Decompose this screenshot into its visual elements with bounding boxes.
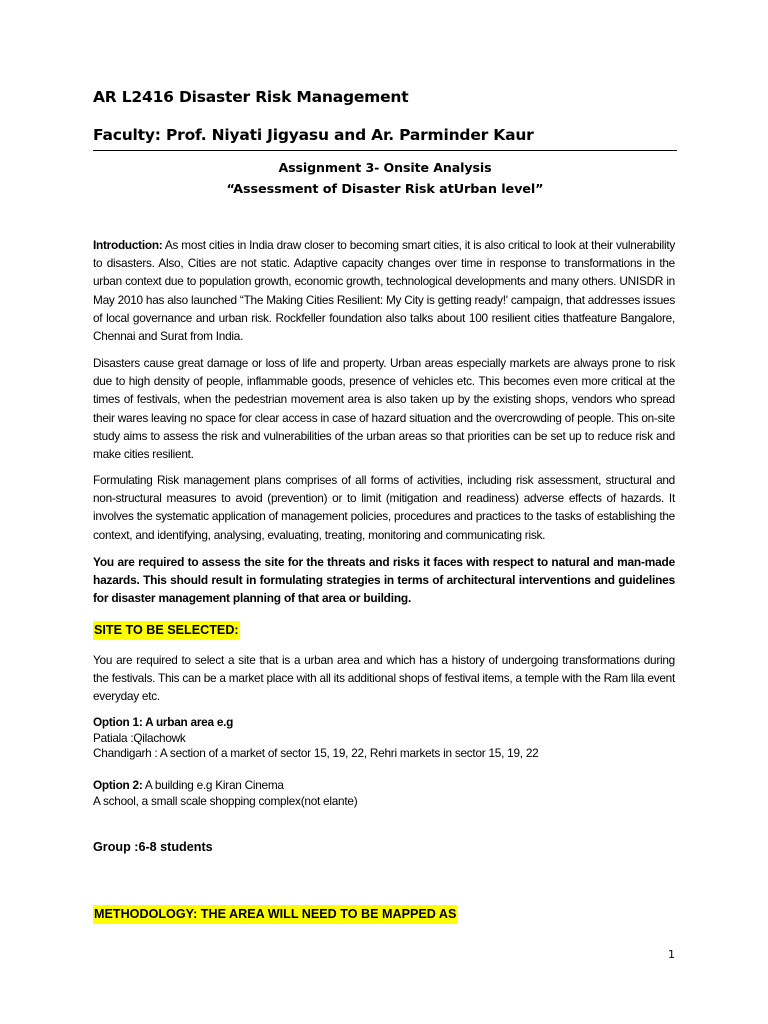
course-title: AR L2416 Disaster Risk Management [93, 88, 409, 106]
option-2-line: A school, a small scale shopping complex(not elante) [93, 793, 358, 808]
group-size: Group :6-8 students [93, 840, 213, 854]
option-1-block [93, 715, 538, 762]
disasters-paragraph: Disasters cause great damage or loss of life and property. Urban areas especially markets are always prone to risk due to high density of people, inflammable goods, presence of vehicles etc. This becomes even more critical at the times of festivals, when the pedestrian movement area is also taken up by the existing shops, vendors who spread their wares leaving no space for clear access in case of hazard situation and the overcrowding of people. This on-site study aims to assess the risk and vulnerabilities of the urban areas so that priorities can be set up to reduce risk and make cities resilient. [93, 356, 675, 462]
introduction-paragraph [93, 236, 675, 345]
option-1-line: Patiala :Qilachowk [93, 730, 186, 745]
introduction-label: Introduction: [93, 238, 163, 252]
option-2-block [93, 778, 357, 809]
requirement-paragraph: You are required to assess the site for the threats and risks it faces with respect to natural and man-made hazards. This should result in formulating strategies in terms of architectural interventions and guidelines for disaster management planning of that area or building. [93, 555, 675, 606]
site-selection-paragraph: You are required to select a site that is a urban area and which has a history of undergoing transformations during the festivals. This can be a market place with all its additional shops of festival items, a temple with the Ram lila event everyday etc. [93, 653, 675, 704]
site-selection-heading: SITE TO BE SELECTED: [93, 621, 240, 640]
option-1-label: Option 1: A urban area e.g [93, 715, 234, 729]
option-2-text: A building e.g Kiran Cinema [142, 778, 284, 792]
option-2-label: Option 2: [93, 778, 143, 792]
page-number: 1 [668, 948, 675, 961]
risk-management-paragraph: Formulating Risk management plans comprises of all forms of activities, including risk assessment, structural and non-structural measures to avoid (prevention) or to limit (mitigation and readiness) adverse effects of hazards. It involves the systematic application of management policies, procedures and practices to the tasks of establishing the context, and identifying, analysing, evaluating, treating, monitoring and communicating risk. [93, 473, 675, 542]
option-1-line: Chandigarh : A section of a market of sector 15, 19, 22, Rehri markets in sector 15, 19, 22 [93, 746, 539, 760]
faculty-line: Faculty: Prof. Niyati Jigyasu and Ar. Parminder Kaur [93, 126, 534, 144]
assignment-subtitle: “Assessment of Disaster Risk atUrban level” [226, 182, 544, 197]
introduction-text: As most cities in India draw closer to becoming smart cities, it is also critical to look at their vulnerability to disasters. Also, Cities are not static. Adaptive capacity changes over time in response to transformations in the urban context due to population growth, economic growth, technological developments and many others. UNISDR in May 2010 has also launched “The Making Cities Resilient: My City is getting ready!' campaign, that addresses issues of local governance and urban risk. Rockfeller foundation also talks about 100 resilient cities thatfeature Bangalore, Chennai and Surat from India. [93, 238, 675, 344]
header-divider [93, 150, 677, 151]
assignment-title: Assignment 3- Onsite Analysis [278, 160, 492, 175]
methodology-heading: METHODOLOGY: THE AREA WILL NEED TO BE MAPPED AS [93, 905, 457, 924]
